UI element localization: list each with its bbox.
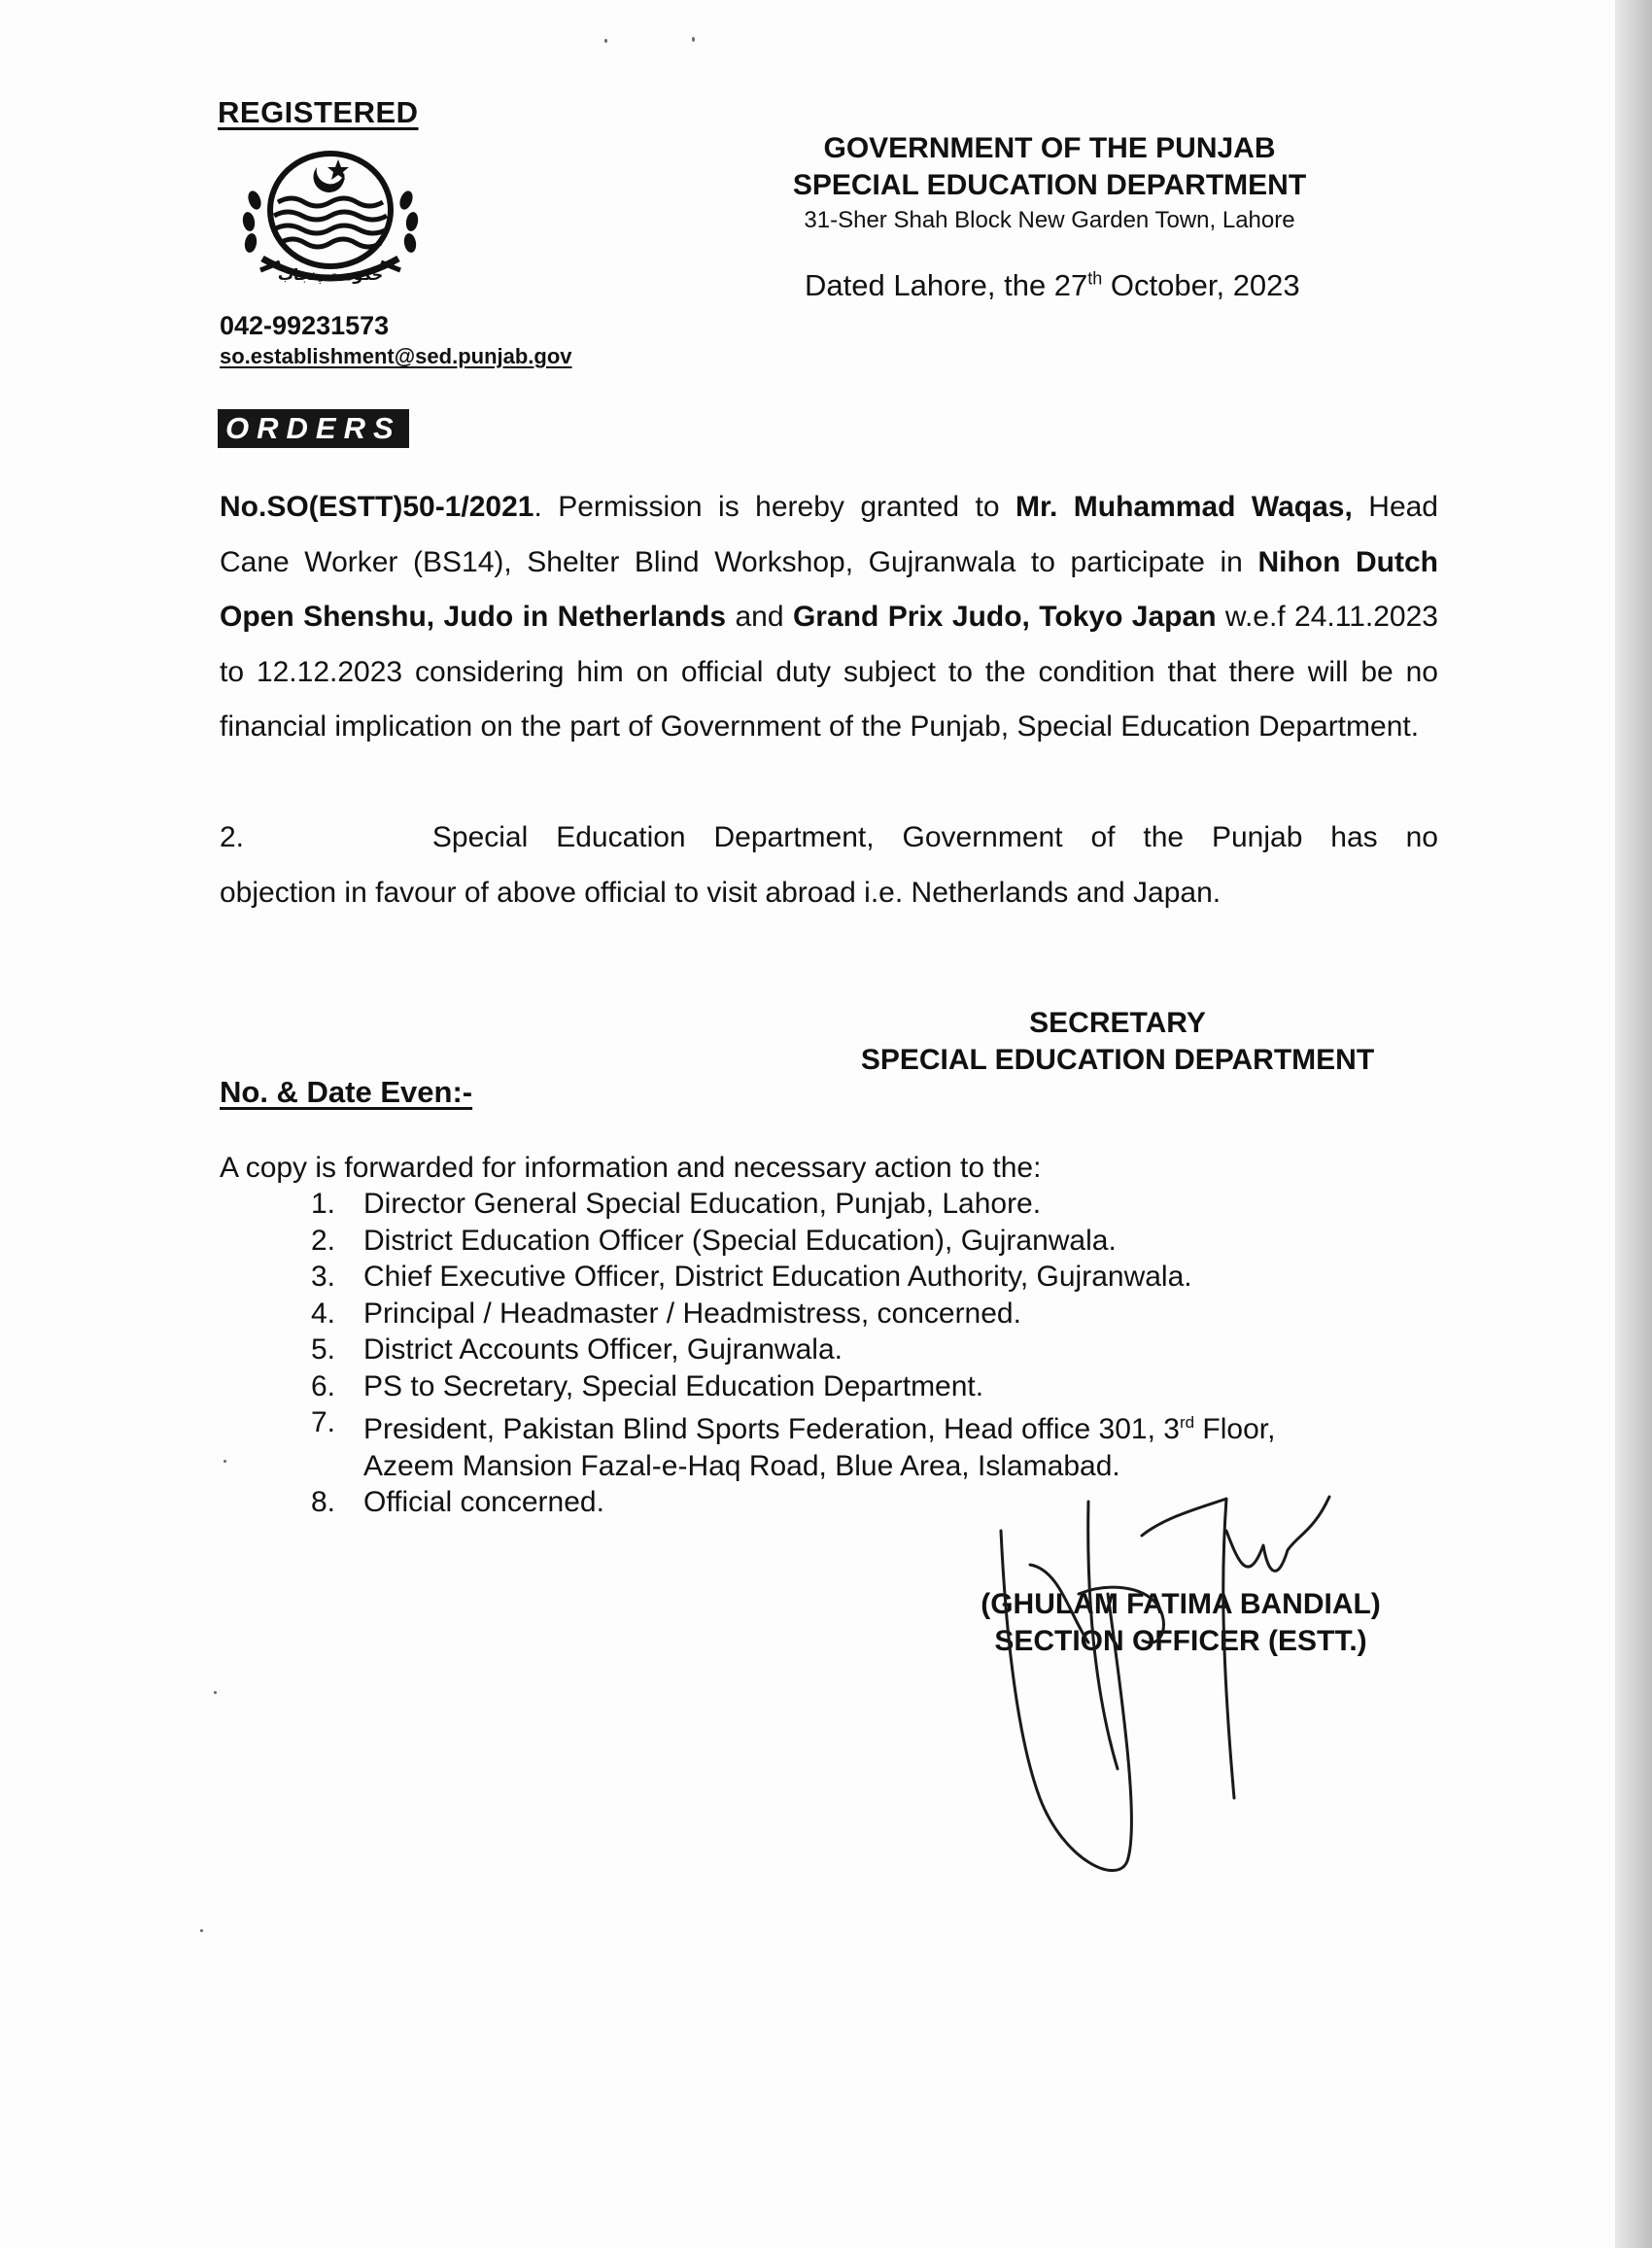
paragraph-number: 2. [220, 821, 245, 853]
copy-forwarded-intro: A copy is forwarded for information and necessary action to the: [220, 1152, 1042, 1184]
order-paragraph: No.SO(ESTT)50-1/2021. Permission is hereby granted to Mr. Muhammad Waqas, Head Cane Worker (BS14), Shelter Blind Workshop, Gujranwala to participate in Nihon Dutch Open Shenshu, Judo in Netherlands and Grand Prix Judo, Tokyo Japan w.e.f 24.11.2023 to 12.12.2023 considering him on official duty subject to the condition that there will be no financial implication on the part of Government of the Punjab, Special Education Department. [220, 491, 1438, 743]
scan-speck [214, 1691, 217, 1694]
list-item: 4. Principal / Headmaster / Headmistress, concerned. [311, 1297, 1021, 1330]
paragraph-2-second-line: objection in favour of above official to visit abroad i.e. Netherlands and Japan. [220, 876, 1222, 909]
list-item: 2. District Education Officer (Special Education), Gujranwala. [311, 1224, 1117, 1257]
orders-heading: ORDERS [218, 409, 409, 448]
list-item: 7. President, Pakistan Blind Sports Federation, Head office 301, 3rd Floor, Azeem Mansion Fazal-e-Haq Road, Blue Area, Islamabad. [311, 1406, 1276, 1482]
letterhead [739, 130, 1360, 237]
government-name: GOVERNMENT OF THE PUNJAB [823, 132, 1276, 164]
signatory-name: (GHULAM FATIMA BANDIAL) [981, 1588, 1381, 1620]
department-name: SPECIAL EDUCATION DEPARTMENT [792, 169, 1307, 201]
secretary-block: SECRETARY SPECIAL EDUCATION DEPARTMENT [860, 1007, 1375, 1076]
list-item: 1. Director General Special Education, Punjab, Lahore. [311, 1188, 1042, 1220]
order-number: No.SO(ESTT)50-1/2021 [220, 491, 534, 523]
no-date-even: No. & Date Even:- [220, 1075, 473, 1109]
registered-label: REGISTERED [218, 95, 419, 129]
list-item: 6. PS to Secretary, Special Education Department. [311, 1369, 984, 1402]
paragraph-2 [220, 811, 1438, 920]
scan-speck [692, 37, 695, 42]
punjab-emblem-icon [233, 142, 428, 307]
event-japan: Grand Prix Judo, Tokyo Japan [792, 601, 1217, 633]
list-item: 8. Official concerned. [311, 1486, 604, 1518]
handwritten-signature-icon [972, 1477, 1360, 1885]
svg-text:حکومت پنجاب: حکومت پنجاب [277, 267, 384, 284]
signatory-title: SECTION OFFICER (ESTT.) [994, 1625, 1367, 1657]
list-item: 5. District Accounts Officer, Gujranwala. [311, 1333, 843, 1366]
distribution-list [311, 1186, 1275, 1521]
paragraph-2-first-line: 2. Special Education Department, Government of the Punjab has no [220, 811, 1438, 866]
office-email: so.establishment@sed.punjab.gov [220, 344, 572, 368]
official-name: Mr. Muhammad Waqas, [1015, 491, 1353, 523]
letter-date: Dated Lahore, the 27th October, 2023 [805, 268, 1300, 302]
scan-speck [604, 39, 607, 43]
scan-speck [224, 1460, 226, 1463]
office-phone: 042-99231573 [220, 311, 390, 340]
event-netherlands: Nihon Dutch Open Shenshu, Judo in Netherlands [220, 545, 1438, 633]
list-item: 3. Chief Executive Officer, District Education Authority, Gujranwala. [311, 1261, 1192, 1293]
scan-speck [200, 1929, 203, 1932]
scan-edge-shadow [1615, 0, 1652, 2248]
department-address: 31-Sher Shah Block New Garden Town, Lahore [804, 207, 1295, 233]
